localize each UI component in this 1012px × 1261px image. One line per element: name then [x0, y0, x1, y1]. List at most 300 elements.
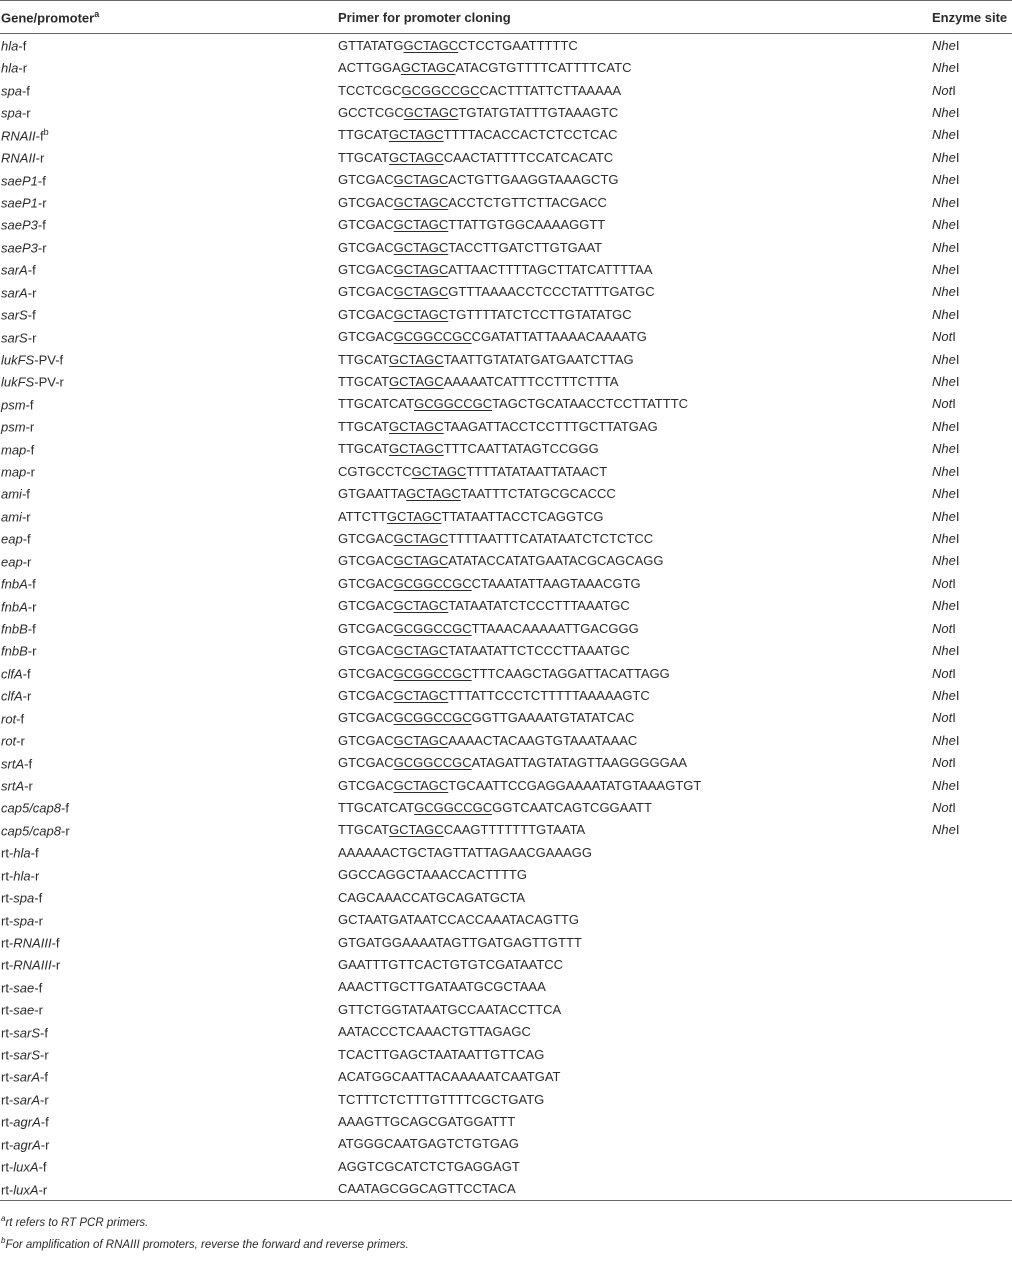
gene-cell: [0, 998, 337, 1020]
enzyme-cell: [931, 101, 1012, 123]
primer-cell: [337, 864, 931, 886]
primer-cell: [337, 908, 931, 930]
gene-suffix: -f: [30, 845, 39, 861]
enzyme-name: Not: [932, 329, 953, 345]
gene-name: hla: [1, 38, 19, 54]
primer-cell: [337, 976, 931, 998]
gene-name: srtA: [1, 755, 25, 771]
gene-cell: [0, 236, 337, 258]
enzyme-name: Not: [932, 620, 953, 636]
enzyme-cell: [931, 1088, 1012, 1110]
enzyme-suffix: I: [955, 37, 960, 53]
gene-cell: [0, 56, 337, 78]
gene-suffix: -r: [27, 643, 37, 659]
gene-cell: [0, 1043, 337, 1065]
gene-suffix: -r: [34, 1002, 43, 1018]
primer-cell: [337, 325, 931, 347]
primer-seq-end: TTTCAATTATAGTCCGGG: [443, 441, 599, 457]
gene-cell: [0, 281, 337, 303]
gene-suffix: -f: [34, 890, 43, 906]
primer-seq-start: GTCGAC: [338, 261, 394, 277]
primer-seq-end: TGCAATTCCGAGGAAAATATGTAAAGTGT: [448, 777, 702, 793]
enzyme-cell: [931, 460, 1012, 482]
table-row: [0, 819, 1012, 841]
primer-seq-end: CAACTATTTTCCATCACATC: [443, 149, 614, 165]
table-row: [0, 438, 1012, 460]
primer-seq-start: GTTCTGGTATAATGCCAATACCTTCA: [338, 1001, 562, 1017]
enzyme-cell: [931, 1133, 1012, 1155]
gene-cell: [0, 550, 337, 572]
primer-cell: [337, 79, 931, 101]
table-row: [0, 1155, 1012, 1177]
enzyme-suffix: I: [955, 374, 960, 390]
primer-restriction-site: GCTAGC: [403, 37, 459, 53]
gene-prefix: rt-: [1, 1137, 14, 1153]
gene-suffix: -f: [35, 128, 44, 144]
enzyme-suffix: I: [955, 687, 960, 703]
enzyme-suffix: I: [955, 217, 960, 233]
enzyme-suffix: I: [955, 149, 960, 165]
gene-name: fnbA: [1, 598, 28, 614]
gene-cell: [0, 886, 337, 908]
primer-seq-end: TACCTTGATCTTGTGAAT: [448, 239, 603, 255]
primer-seq-end: TTATTGTGGCAAAAGGTT: [448, 217, 606, 233]
gene-cell: [0, 146, 337, 168]
enzyme-name: Nhe: [932, 822, 956, 838]
enzyme-name: Nhe: [932, 351, 956, 367]
gene-cell: [0, 864, 337, 886]
primer-seq-start: GTCGAC: [338, 553, 394, 569]
gene-prefix: rt-: [1, 912, 14, 928]
primer-cell: [337, 460, 931, 482]
primer-cell: [337, 1088, 931, 1110]
enzyme-suffix: I: [955, 486, 960, 502]
gene-cell: [0, 662, 337, 684]
table-row: [0, 281, 1012, 303]
enzyme-cell: [931, 572, 1012, 594]
gene-name: RNAII: [1, 128, 36, 144]
gene-name: sarA: [13, 1092, 41, 1108]
gene-suffix: -f: [38, 1159, 47, 1175]
enzyme-cell: [931, 505, 1012, 527]
gene-name: clfA: [1, 688, 23, 704]
gene-suffix: -r: [21, 509, 31, 525]
primer-restriction-site: GCTAGC: [389, 441, 444, 457]
gene-cell: [0, 1155, 337, 1177]
gene-suffix: -f: [37, 172, 46, 188]
gene-cell: [0, 752, 337, 774]
primer-seq-end: TTTCAAGCTAGGATTACATTAGG: [471, 665, 670, 681]
table-row: [0, 796, 1012, 818]
gene-cell: [0, 976, 337, 998]
table-row: [0, 527, 1012, 549]
enzyme-suffix: I: [955, 239, 960, 255]
gene-prefix: rt-: [1, 957, 14, 973]
enzyme-name: Nhe: [932, 598, 956, 614]
primer-seq-end: ATAGATTAGTATAGTTAAGGGGGAA: [471, 755, 688, 771]
enzyme-cell: [931, 258, 1012, 280]
gene-suffix: -f: [26, 441, 35, 457]
gene-suffix: -r: [25, 419, 35, 435]
table-row: [0, 460, 1012, 482]
enzyme-cell: [931, 1155, 1012, 1177]
gene-suffix: -r: [40, 1137, 50, 1153]
gene-cell: [0, 79, 337, 101]
table-row: [0, 886, 1012, 908]
primer-seq-start: GTCGAC: [338, 687, 394, 703]
enzyme-name: Nhe: [932, 463, 956, 479]
enzyme-suffix: I: [955, 463, 960, 479]
primer-cell: [337, 169, 931, 191]
enzyme-name: Nhe: [932, 217, 956, 233]
enzyme-cell: [931, 841, 1012, 863]
gene-suffix: -f: [40, 1069, 48, 1085]
primer-seq-start: GTCGAC: [338, 643, 394, 659]
primer-cell: [337, 841, 931, 863]
gene-cell: [0, 393, 337, 415]
gene-name: srtA: [1, 778, 25, 794]
enzyme-cell: [931, 886, 1012, 908]
gene-prefix: rt-: [1, 890, 14, 906]
gene-suffix: -PV-f: [34, 352, 64, 368]
primer-seq-start: GTCGAC: [338, 620, 394, 636]
primer-restriction-site: GCTAGC: [393, 598, 449, 614]
primer-seq-start: GTCGAC: [338, 598, 394, 614]
table-row: [0, 370, 1012, 392]
table-row: [0, 1110, 1012, 1132]
enzyme-suffix: I: [955, 284, 960, 300]
table-row: [0, 146, 1012, 168]
primer-seq-end: CTCCTGAATTTTTC: [458, 37, 578, 53]
footnote-b: [1, 1232, 1012, 1254]
gene-prefix: rt-: [1, 1159, 14, 1175]
table-row: [0, 662, 1012, 684]
gene-name: hla: [13, 867, 31, 883]
gene-name: saeP3: [1, 240, 38, 256]
primer-cell: [337, 56, 931, 78]
gene-prefix: rt-: [1, 1181, 14, 1197]
gene-cell: [0, 796, 337, 818]
primer-restriction-site: GCTAGC: [393, 643, 449, 659]
gene-cell: [0, 841, 337, 863]
gene-suffix: -r: [24, 778, 33, 794]
primer-seq-start: GTCGAC: [338, 217, 394, 233]
primer-restriction-site: GCGGCCGC: [393, 755, 472, 771]
primer-seq-end: TGTATGTATTTGTAAAGTC: [458, 104, 619, 120]
enzyme-cell: [931, 1065, 1012, 1087]
gene-cell: [0, 169, 337, 191]
primer-restriction-site: GCTAGC: [406, 486, 461, 502]
enzyme-name: Nhe: [932, 194, 956, 210]
gene-suffix: -f: [22, 666, 31, 682]
primer-seq-start: AAAAAACTGCTAGTTATTAGAACGAAAGG: [338, 844, 593, 860]
gene-suffix: -f: [27, 576, 36, 592]
primer-seq-end: TATAATATCTCCCTTTAAATGC: [448, 598, 630, 614]
enzyme-cell: [931, 325, 1012, 347]
primer-seq-start: ACATGGCAATTACAAAAATCAATGAT: [338, 1069, 561, 1085]
primer-cell: [337, 684, 931, 706]
enzyme-cell: [931, 1110, 1012, 1132]
enzyme-cell: [931, 169, 1012, 191]
gene-name: rot: [1, 733, 17, 749]
gene-name: hla: [13, 845, 31, 861]
enzyme-cell: [931, 213, 1012, 235]
enzyme-suffix: I: [955, 598, 960, 614]
gene-cell: [0, 213, 337, 235]
gene-name: sarA: [1, 285, 28, 301]
gene-suffix: -r: [38, 1181, 48, 1197]
primer-seq-start: GTGATGGAAAATAGTTGATGAGTTGTTT: [338, 934, 582, 950]
enzyme-suffix: I: [952, 665, 956, 681]
table-row: [0, 348, 1012, 370]
enzyme-cell: [931, 482, 1012, 504]
gene-name: map: [1, 464, 27, 480]
enzyme-suffix: I: [952, 82, 956, 98]
gene-name: sarA: [1, 262, 28, 278]
table-row: [0, 1133, 1012, 1155]
gene-name: eap: [1, 531, 23, 547]
table-row: [0, 1088, 1012, 1110]
gene-suffix: -f: [51, 935, 60, 951]
table-row: [0, 953, 1012, 975]
gene-name: map: [1, 441, 27, 457]
primer-cell: [337, 1110, 931, 1132]
primer-restriction-site: GCGGCCGC: [393, 710, 472, 726]
primer-cell: [337, 707, 931, 729]
table-row: [0, 1065, 1012, 1087]
primer-cell: [337, 348, 931, 370]
enzyme-name: Not: [932, 800, 953, 816]
table-row: [0, 617, 1012, 639]
gene-name: ami: [1, 486, 22, 502]
enzyme-cell: [931, 124, 1012, 146]
primer-seq-end: TTTTACACCACTCTCCTCAC: [443, 127, 618, 143]
primer-seq-end: TAATTGTATATGATGAATCTTAG: [443, 351, 634, 367]
gene-prefix: rt-: [1, 935, 14, 951]
enzyme-name: Nhe: [932, 441, 956, 457]
primer-seq-start: TTGCAT: [338, 374, 390, 390]
gene-prefix: rt-: [1, 980, 14, 996]
primer-cell: [337, 752, 931, 774]
primer-cell: [337, 931, 931, 953]
gene-prefix: rt-: [1, 1092, 14, 1108]
gene-name: sarS: [13, 1047, 41, 1063]
primer-restriction-site: GCTAGC: [393, 261, 449, 277]
enzyme-cell: [931, 819, 1012, 841]
enzyme-cell: [931, 146, 1012, 168]
primer-cell: [337, 191, 931, 213]
gene-cell: [0, 460, 337, 482]
primer-seq-start: TTGCAT: [338, 441, 390, 457]
gene-prefix: rt-: [1, 1002, 14, 1018]
primer-seq-start: GCCTCGC: [338, 104, 404, 120]
primer-cell: [337, 1065, 931, 1087]
enzyme-name: Nhe: [932, 261, 956, 277]
primer-seq-end: ACCTCTGTTCTTACGACC: [448, 194, 607, 210]
enzyme-cell: [931, 617, 1012, 639]
enzyme-cell: [931, 662, 1012, 684]
gene-suffix: -r: [26, 464, 35, 480]
enzyme-suffix: I: [955, 172, 960, 188]
enzyme-cell: [931, 953, 1012, 975]
gene-suffix: -r: [61, 823, 70, 839]
primer-seq-start: TTGCAT: [338, 149, 390, 165]
primer-restriction-site: GCTAGC: [389, 351, 444, 367]
table-row: [0, 303, 1012, 325]
primer-seq-end: ATACGTGTTTTCATTTTCATC: [455, 60, 632, 76]
gene-name: sarS: [1, 307, 28, 323]
primer-seq-end: AAAACTACAAGTGTAAATAAAC: [448, 732, 638, 748]
gene-suffix: -r: [21, 105, 31, 121]
primer-cell: [337, 729, 931, 751]
enzyme-suffix: I: [955, 351, 960, 367]
enzyme-name: Nhe: [932, 643, 956, 659]
gene-suffix: -r: [27, 598, 37, 614]
gene-name: sarS: [13, 1024, 41, 1040]
enzyme-cell: [931, 191, 1012, 213]
primer-cell: [337, 819, 931, 841]
gene-suffix: -r: [22, 688, 32, 704]
primer-seq-start: TTGCAT: [338, 822, 390, 838]
enzyme-name: Nhe: [932, 239, 956, 255]
gene-cell: [0, 191, 337, 213]
header-enzyme: Enzyme site: [931, 1, 1012, 34]
table-row: [0, 101, 1012, 123]
primer-restriction-site: GCGGCCGC: [393, 665, 472, 681]
enzyme-cell: [931, 774, 1012, 796]
primer-restriction-site: GCTAGC: [393, 553, 449, 569]
enzyme-suffix: I: [955, 441, 960, 457]
enzyme-suffix: I: [952, 329, 956, 345]
gene-cell: [0, 931, 337, 953]
primer-restriction-site: GCGGCCGC: [393, 329, 472, 345]
gene-cell: [0, 1088, 337, 1110]
gene-suffix: -PV-r: [34, 374, 64, 390]
gene-suffix: -f: [21, 486, 30, 502]
enzyme-suffix: I: [955, 508, 960, 524]
primer-seq-end: TTTATTCCCTCTTTTTAAAAAGTC: [448, 687, 650, 703]
table-row: [0, 124, 1012, 146]
table-row: [0, 325, 1012, 347]
enzyme-suffix: I: [952, 620, 956, 636]
enzyme-name: Not: [932, 82, 953, 98]
table-header: [0, 1, 1012, 34]
gene-name: luxA: [13, 1159, 39, 1175]
gene-name: saeP1: [1, 172, 38, 188]
table-row: [0, 707, 1012, 729]
primer-seq-start: TTGCATCAT: [338, 396, 415, 412]
enzyme-suffix: I: [952, 396, 956, 412]
gene-cell: [0, 34, 337, 57]
gene-name: sae: [13, 980, 35, 996]
primer-seq-end: TTATAATTACCTCAGGTCG: [441, 508, 604, 524]
primer-seq-start: GTCGAC: [338, 732, 394, 748]
gene-name: cap5/cap8: [1, 800, 61, 816]
gene-suffix: -r: [40, 1092, 49, 1108]
enzyme-cell: [931, 303, 1012, 325]
enzyme-name: Nhe: [932, 306, 956, 322]
enzyme-cell: [931, 1178, 1012, 1201]
enzyme-suffix: I: [955, 553, 960, 569]
primer-seq-start: ATTCTT: [338, 508, 387, 524]
primer-seq-start: TTGCAT: [338, 351, 390, 367]
primer-seq-start: TTGCAT: [338, 418, 390, 434]
gene-name: saeP3: [1, 217, 38, 233]
primer-seq-end: CAAGTTTTTTTGTAATA: [443, 822, 586, 838]
enzyme-name: Nhe: [932, 37, 956, 53]
gene-name: RNAIII: [13, 957, 52, 973]
primer-seq-start: GAATTTGTTCACTGTGTCGATAATCC: [338, 957, 564, 972]
primer-restriction-site: GCTAGC: [393, 530, 449, 546]
gene-name: sarA: [13, 1069, 41, 1085]
primer-cell: [337, 1155, 931, 1177]
header-row: [0, 1, 1012, 34]
enzyme-cell: [931, 752, 1012, 774]
gene-suffix: -f: [24, 755, 33, 771]
table-row: [0, 482, 1012, 504]
gene-cell: [0, 1133, 337, 1155]
primer-restriction-site: GCTAGC: [393, 306, 449, 322]
footnote-a-mark: a: [1, 1213, 6, 1223]
enzyme-name: Nhe: [932, 486, 956, 502]
enzyme-suffix: I: [955, 418, 960, 434]
primer-cell: [337, 213, 931, 235]
table-row: [0, 1178, 1012, 1201]
primer-seq-start: GTGAATTA: [338, 486, 407, 502]
table-row: [0, 595, 1012, 617]
gene-suffix: -r: [16, 733, 25, 749]
gene-cell: [0, 617, 337, 639]
gene-suffix: -r: [34, 912, 43, 928]
table-row: [0, 550, 1012, 572]
enzyme-name: Not: [932, 755, 953, 771]
primer-seq-start: GTCGAC: [338, 755, 394, 771]
gene-cell: [0, 303, 337, 325]
primer-cell: [337, 1133, 931, 1155]
header-gene-label: Gene/promoter: [1, 10, 95, 26]
gene-cell: [0, 415, 337, 437]
primer-cell: [337, 415, 931, 437]
primer-seq-end: CACTTTATTCTTAAAAA: [479, 82, 622, 98]
enzyme-suffix: I: [955, 104, 960, 120]
enzyme-name: Nhe: [932, 777, 956, 793]
enzyme-suffix: I: [955, 306, 960, 322]
gene-name: spa: [1, 105, 22, 121]
gene-prefix: rt-: [1, 1114, 14, 1130]
primer-cell: [337, 527, 931, 549]
primer-seq-end: ATATACCATATGAATACGCAGCAGG: [448, 553, 664, 569]
gene-name: hla: [1, 60, 19, 76]
footnote-b-mark: b: [1, 1235, 6, 1245]
gene-cell: [0, 438, 337, 460]
table-row: [0, 393, 1012, 415]
footnote-a: [1, 1210, 1012, 1232]
gene-name: fnbA: [1, 576, 28, 592]
primer-restriction-site: GCTAGC: [393, 777, 449, 793]
gene-suffix: -r: [22, 554, 32, 570]
primer-seq-start: GTCGAC: [338, 194, 394, 210]
gene-suffix: -r: [30, 867, 40, 883]
table-row: [0, 191, 1012, 213]
gene-name: sarS: [1, 329, 28, 345]
enzyme-name: Not: [932, 710, 953, 726]
gene-name: sae: [13, 1002, 35, 1018]
primer-seq-start: GTCGAC: [338, 284, 394, 300]
primer-restriction-site: GCGGCCGC: [393, 620, 472, 636]
gene-cell: [0, 684, 337, 706]
primer-restriction-site: GCGGCCGC: [414, 800, 493, 816]
enzyme-cell: [931, 415, 1012, 437]
